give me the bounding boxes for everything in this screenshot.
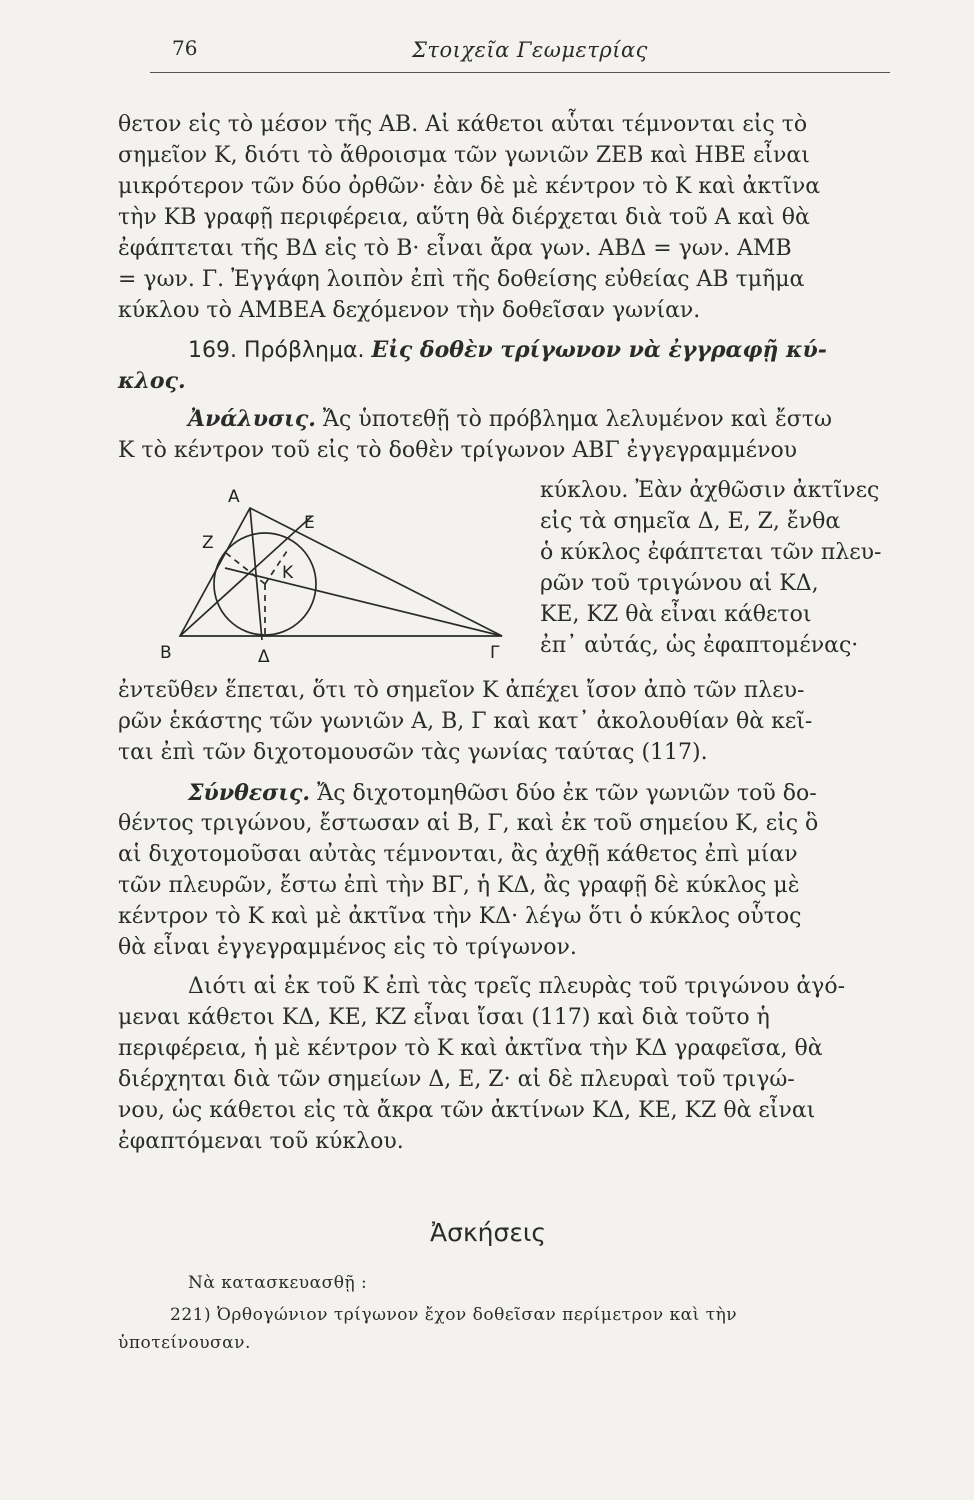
text-line: ρῶν ἑκάστης τῶν γωνιῶν Α, Β, Γ καὶ κατ᾽ ἀκολουθίαν θὰ κεῖ-	[118, 709, 813, 734]
exercises-heading: Ἀσκήσεις	[430, 1218, 547, 1247]
side-text-line: ΚΕ, ΚΖ θὰ εἶναι κάθετοι	[540, 602, 812, 627]
text-line: ἐφαπτόμεναι τοῦ κύκλου.	[118, 1129, 404, 1154]
text-line: περιφέρεια, ἡ μὲ κέντρον τὸ Κ καὶ ἀκτῖνα τὴν ΚΔ γραφεῖσα, θὰ	[118, 1036, 823, 1061]
triangle-abg	[180, 508, 502, 636]
side-text-line: εἰς τὰ σημεῖα Δ, Ε, Ζ, ἔνθα	[540, 509, 841, 534]
text-line: αἱ διχοτομοῦσαι αὐτὰς τέμνονται, ἂς ἀχθῇ κάθετος ἐπὶ μίαν	[118, 842, 798, 867]
synthesis-line	[188, 778, 817, 809]
label-k: Κ	[282, 563, 294, 583]
problem-title	[188, 335, 827, 366]
text-line: τῶν πλευρῶν, ἔστω ἐπὶ τὴν ΒΓ, ἡ ΚΔ, ἂς γραφῇ δὲ κύκλος μὲ	[118, 873, 800, 898]
text-line: τὴν ΚΒ γραφῇ περιφέρεια, αὕτη θὰ διέρχεται διὰ τοῦ Α καὶ θὰ	[118, 205, 810, 230]
bisector-g	[225, 568, 502, 636]
problem-statement: Εἰς δοθὲν τρίγωνον νὰ ἐγγραφῇ κύ-	[371, 337, 827, 363]
synthesis-text: Ἄς διχοτομηθῶσι δύο ἐκ τῶν γωνιῶν τοῦ δο-	[317, 781, 817, 806]
text-line: ἐντεῦθεν ἕπεται, ὅτι τὸ σημεῖον Κ ἀπέχει ἴσον ἀπὸ τῶν πλευ-	[118, 678, 805, 703]
label-z: Ζ	[202, 533, 214, 553]
side-text-line: ἐπ᾽ αὐτάς, ὡς ἐφαπτομένας·	[540, 633, 859, 658]
incircle-figure	[150, 486, 530, 674]
synthesis-label: Σύνθεσις.	[188, 780, 311, 806]
problem-statement-cont: κλος.	[118, 368, 186, 394]
analysis-text: Ἄς ὑποτεθῇ τὸ πρόβλημα λελυμένον καὶ ἔστω	[322, 407, 832, 432]
text-line: μεναι κάθετοι ΚΔ, ΚΕ, ΚΖ εἶναι ἴσαι (117) καὶ διὰ τοῦτο ἡ	[118, 1005, 770, 1030]
text-line: θὰ εἶναι ἐγγεγραμμένος εἰς τὸ τρίγωνον.	[118, 935, 577, 960]
exercise-item-cont: ὑποτείνουσαν.	[118, 1333, 251, 1353]
text-line: σημεῖον Κ, διότι τὸ ἄθροισμα τῶν γωνιῶν ΖΕΒ καὶ ΗΒΕ εἶναι	[118, 143, 810, 168]
label-e: Ε	[304, 513, 315, 533]
side-text-line: ρῶν τοῦ τριγώνου αἱ ΚΔ,	[540, 571, 819, 596]
text-line: κύκλου τὸ ΑΜΒΕΑ δεχόμενον τὴν δοθεῖσαν γωνίαν.	[118, 298, 701, 323]
text-line: μικρότερον τῶν δύο ὀρθῶν· ἐὰν δὲ μὲ κέντρον τὸ Κ καὶ ἀκτῖνα	[118, 174, 821, 199]
side-text-line: κύκλου. Ἐὰν ἀχθῶσιν ἀκτῖνες	[540, 478, 880, 503]
running-title: Στοιχεῖα Γεωμετρίας	[412, 38, 648, 62]
text-line: θετον εἰς τὸ μέσον τῆς ΑΒ. Αἱ κάθετοι αὗται τέμνονται εἰς τὸ	[118, 112, 808, 137]
label-d: Δ	[258, 647, 270, 667]
text-line: ται ἐπὶ τῶν διχοτομουσῶν τὰς γωνίας ταύτας (117).	[118, 740, 708, 765]
problem-label: Πρόβλημα.	[243, 338, 365, 363]
analysis-line-2: Κ τὸ κέντρον τοῦ εἰς τὸ δοθὲν τρίγωνον ΑΒΓ ἐγγεγραμμένου	[118, 438, 798, 463]
text-line: κέντρον τὸ Κ καὶ μὲ ἀκτῖνα τὴν ΚΔ· λέγω ὅτι ὁ κύκλος οὗτος	[118, 904, 802, 929]
side-text-line: ὁ κύκλος ἐφάπτεται τῶν πλευ-	[540, 540, 882, 565]
label-g: Γ	[490, 643, 500, 663]
analysis-label: Ἀνάλυσις.	[188, 406, 316, 432]
text-line: ἐφάπτεται τῆς ΒΔ εἰς τὸ Β· εἶναι ἄρα γων. ΑΒΔ = γων. ΑΜΒ	[118, 236, 792, 261]
page-header	[150, 32, 890, 73]
label-b: Β	[160, 643, 172, 663]
page-number: 76	[172, 36, 198, 60]
text-line: Διότι αἱ ἐκ τοῦ Κ ἐπὶ τὰς τρεῖς πλευρὰς τοῦ τριγώνου ἀγό-	[188, 974, 846, 999]
text-line: νου, ὡς κάθετοι εἰς τὰ ἄκρα τῶν ἀκτίνων ΚΔ, ΚΕ, ΚΖ θὰ εἶναι	[118, 1098, 816, 1123]
exercise-item: 221) Ὀρθογώνιον τρίγωνον ἔχον δοθεῖσαν περίμετρον καὶ τὴν	[170, 1305, 738, 1325]
label-a: Α	[228, 487, 240, 507]
analysis-line	[188, 404, 832, 435]
text-line: διέρχηται διὰ τῶν σημείων Δ, Ε, Ζ· αἱ δὲ πλευραὶ τοῦ τριγώ-	[118, 1067, 795, 1092]
exercises-intro: Νὰ κατασκευασθῇ :	[188, 1273, 368, 1293]
problem-number: 169.	[188, 338, 237, 363]
radius-kz	[226, 553, 265, 584]
triangle-diagram	[150, 486, 530, 674]
text-line: = γων. Γ. Ἐγγάφη λοιπὸν ἐπὶ τῆς δοθείσης εὐθείας ΑΒ τμῆμα	[118, 267, 805, 292]
text-line: θέντος τριγώνου, ἔστωσαν αἱ Β, Γ, καὶ ἐκ τοῦ σημείου Κ, εἰς ὃ	[118, 811, 819, 836]
